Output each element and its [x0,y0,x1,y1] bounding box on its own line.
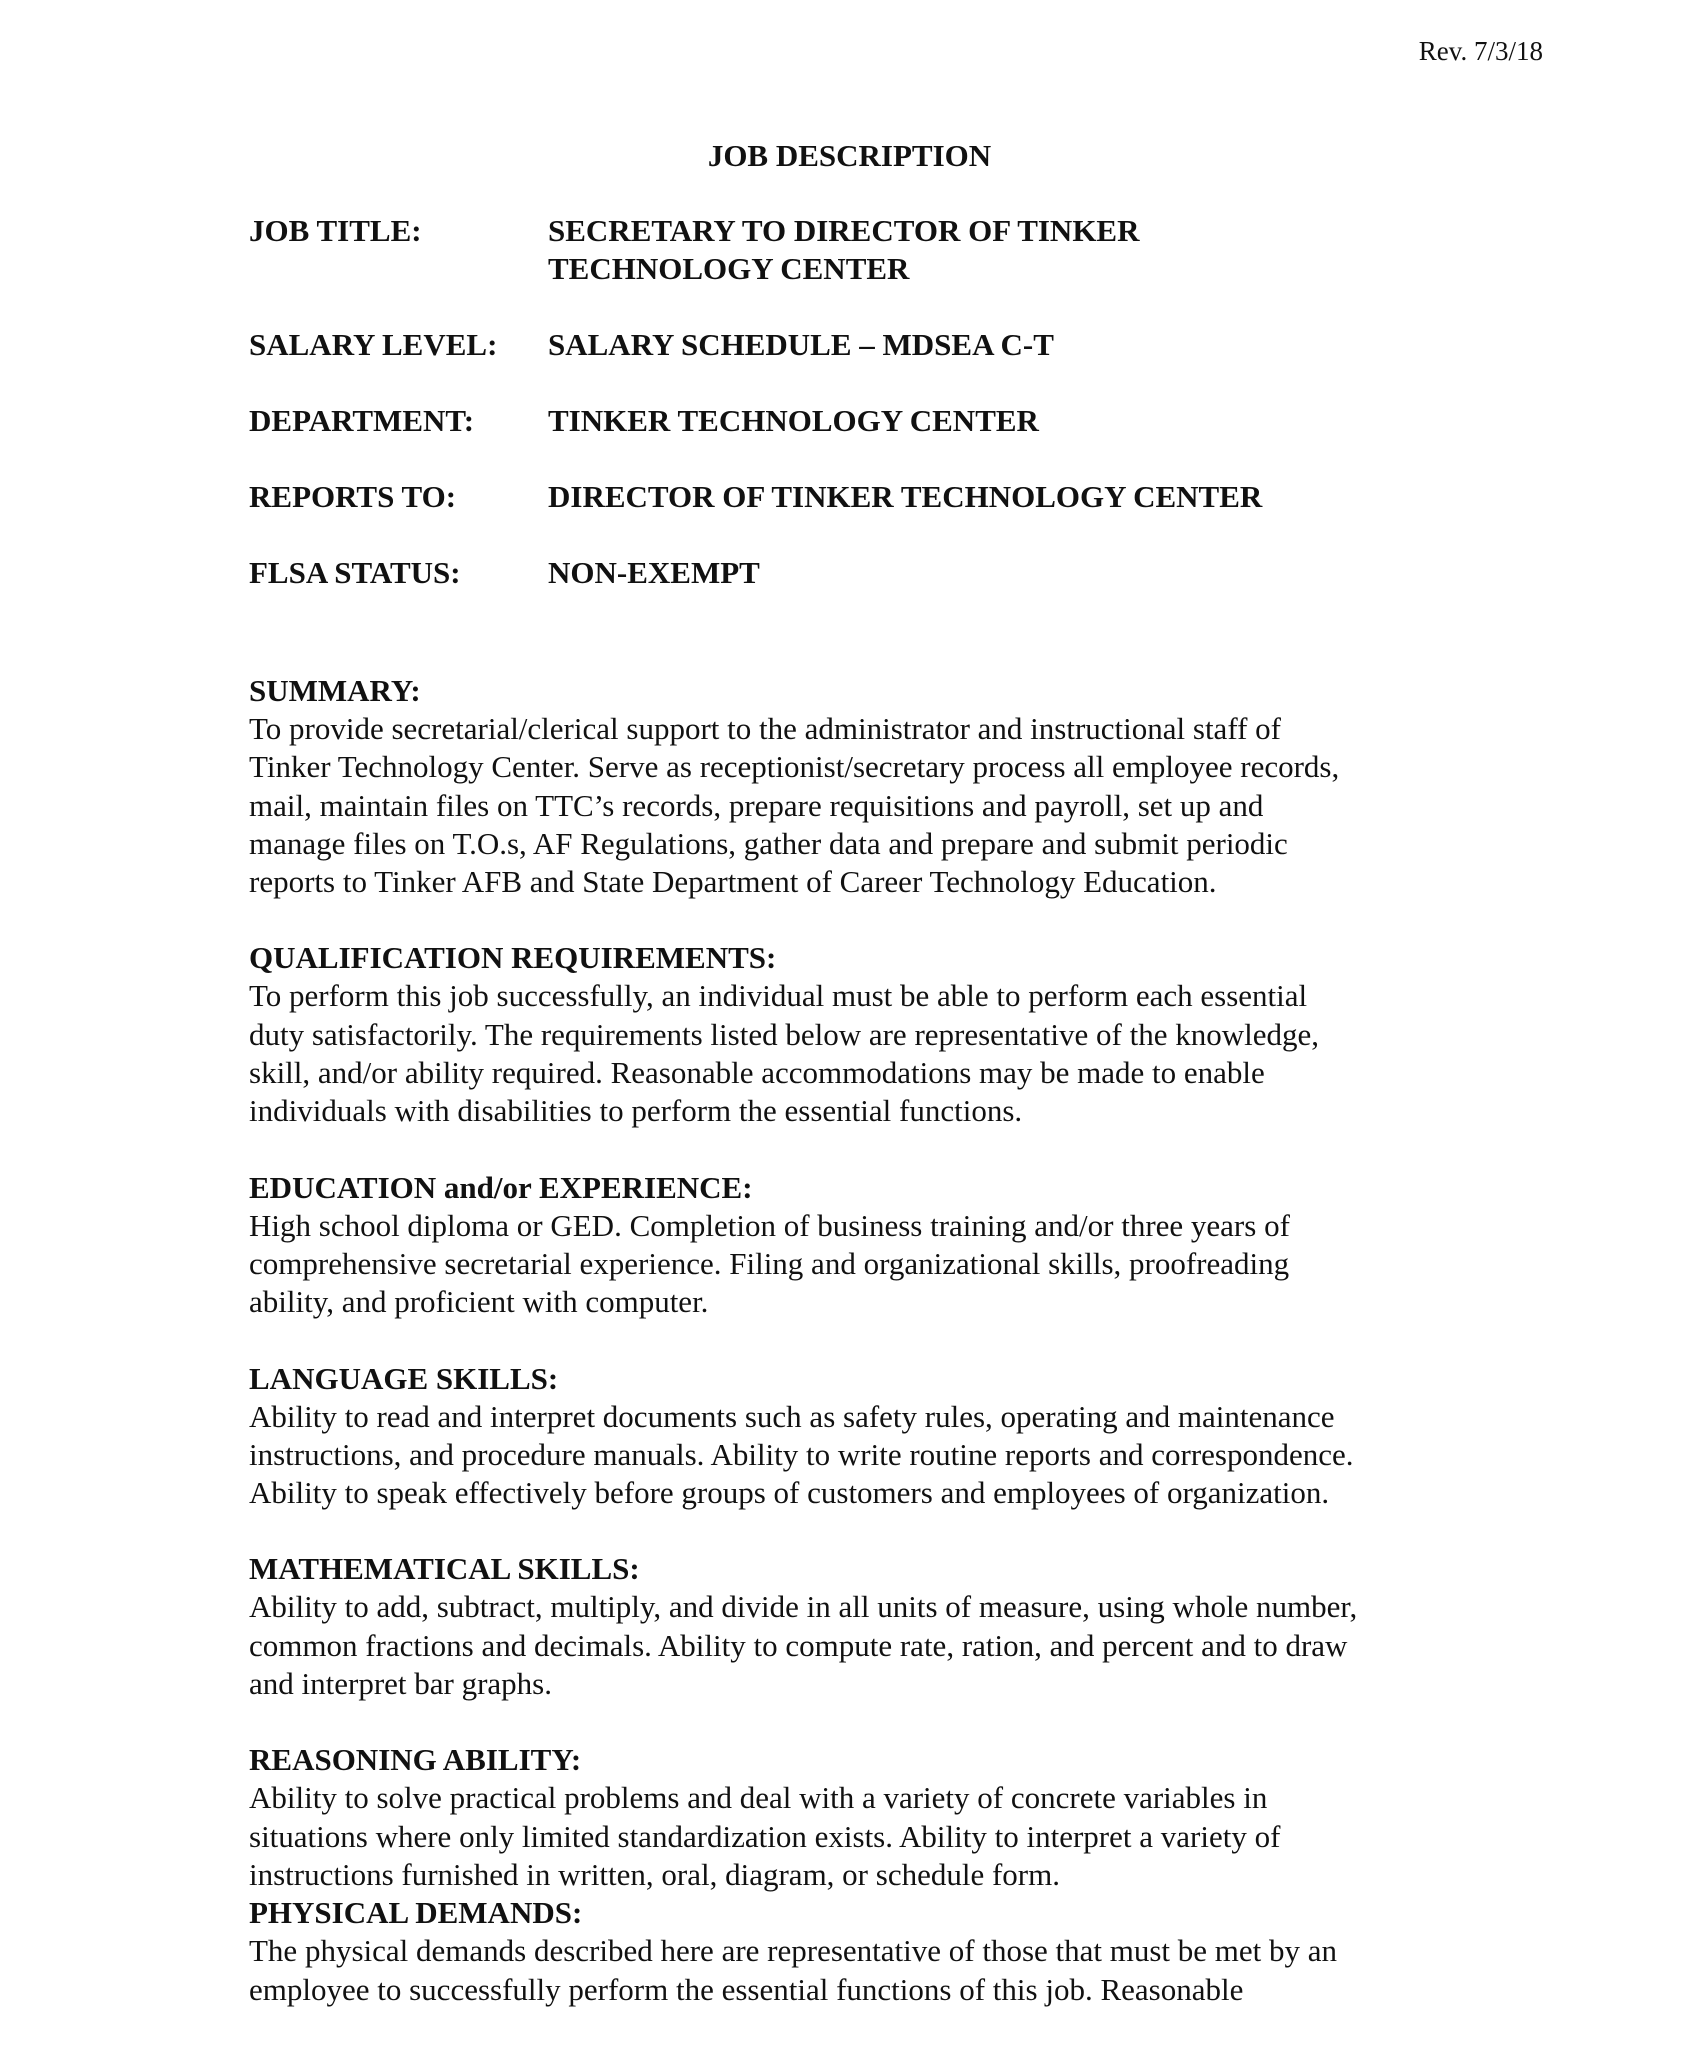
field-value-line: TINKER TECHNOLOGY CENTER [548,403,1039,438]
text-line: skill, and/or ability required. Reasonable accommodations may be made to enable [249,1055,1265,1091]
text-line: employee to successfully perform the essential functions of this job. Reasonable [249,1971,1244,2007]
document-title: JOB DESCRIPTION [707,138,992,173]
section-heading: REASONING ABILITY: [249,1742,582,1778]
text-line: reports to Tinker AFB and State Department of Career Technology Education. [249,864,1217,900]
text-line: To perform this job successfully, an individual must be able to perform each essential [249,978,1308,1014]
text-line: common fractions and decimals. Ability to compute rate, ration, and percent and to draw [249,1627,1348,1663]
field-value-line: TECHNOLOGY CENTER [548,251,910,286]
text-line: mail, maintain files on TTC’s records, prepare requisitions and payroll, set up and [249,787,1264,823]
text-line: ability, and proficient with computer. [249,1284,709,1320]
text-line: and interpret bar graphs. [249,1666,552,1702]
field-label: FLSA STATUS: [249,555,461,590]
section-heading: QUALIFICATION REQUIREMENTS: [249,940,777,976]
field-label: DEPARTMENT: [249,403,475,438]
field-value-line: DIRECTOR OF TINKER TECHNOLOGY CENTER [548,479,1263,514]
text-line: The physical demands described here are representative of those that must be met by an [249,1933,1338,1969]
job-fields [249,212,1449,630]
section-summary [249,672,1469,901]
text-line: Ability to add, subtract, multiply, and divide in all units of measure, using whole number, [249,1589,1358,1625]
section-reasoning-ability [249,1741,1469,1894]
field-value [548,212,1398,288]
field-value [548,326,1398,364]
section-heading: PHYSICAL DEMANDS: [249,1895,583,1931]
section-body [249,977,1469,1130]
field-value [548,554,1398,592]
revision-date: Rev. 7/3/18 [1418,36,1543,66]
field-label: JOB TITLE: [249,213,422,248]
text-line: duty satisfactorily. The requirements listed below are representative of the knowledge, [249,1016,1319,1052]
section-body [249,1398,1469,1513]
section-education-experience [249,1169,1469,1322]
section-mathematical-skills [249,1550,1469,1703]
text-line: instructions furnished in written, oral, diagram, or schedule form. [249,1856,1060,1892]
field-label: SALARY LEVEL: [249,327,498,362]
text-line: Ability to speak effectively before groups of customers and employees of organization. [249,1475,1330,1511]
field-department [249,402,1449,440]
text-line: individuals with disabilities to perform the essential functions. [249,1093,1023,1129]
text-line: Ability to read and interpret documents such as safety rules, operating and maintenance [249,1398,1335,1434]
section-body [249,1779,1469,1894]
text-line: manage files on T.O.s, AF Regulations, gather data and prepare and submit periodic [249,825,1288,861]
field-value-line: NON-EXEMPT [548,555,760,590]
text-line: instructions, and procedure manuals. Ability to write routine reports and correspondence. [249,1436,1354,1472]
field-value [548,478,1398,516]
field-value-line: SALARY SCHEDULE – MDSEA C-T [548,327,1054,362]
section-heading: EDUCATION and/or EXPERIENCE: [249,1169,753,1205]
section-body [249,710,1469,901]
text-line: situations where only limited standardization exists. Ability to interpret a variety of [249,1818,1281,1854]
field-reports-to [249,478,1449,516]
text-line: High school diploma or GED. Completion of business training and/or three years of [249,1207,1290,1243]
field-job-title [249,212,1449,288]
text-line: Ability to solve practical problems and deal with a variety of concrete variables in [249,1780,1268,1816]
field-label: REPORTS TO: [249,479,457,514]
section-physical-demands [249,1894,1469,2009]
field-salary-level [249,326,1449,364]
section-language-skills [249,1360,1469,1513]
text-line: Tinker Technology Center. Serve as receptionist/secretary process all employee records, [249,749,1340,785]
text-line: comprehensive secretarial experience. Filing and organizational skills, proofreading [249,1245,1290,1281]
section-body [249,1207,1469,1322]
section-heading: SUMMARY: [249,673,421,708]
text-line: To provide secretarial/clerical support to the administrator and instructional staff of [249,711,1281,746]
section-heading: MATHEMATICAL SKILLS: [249,1551,640,1587]
section-body [249,1588,1469,1703]
section-body [249,1932,1469,2009]
field-flsa-status [249,554,1449,592]
field-value [548,402,1398,440]
description-sections [249,672,1469,2009]
section-heading: LANGUAGE SKILLS: [249,1360,559,1396]
field-value-line: SECRETARY TO DIRECTOR OF TINKER [548,213,1140,248]
section-qualification-requirements [249,939,1469,1130]
